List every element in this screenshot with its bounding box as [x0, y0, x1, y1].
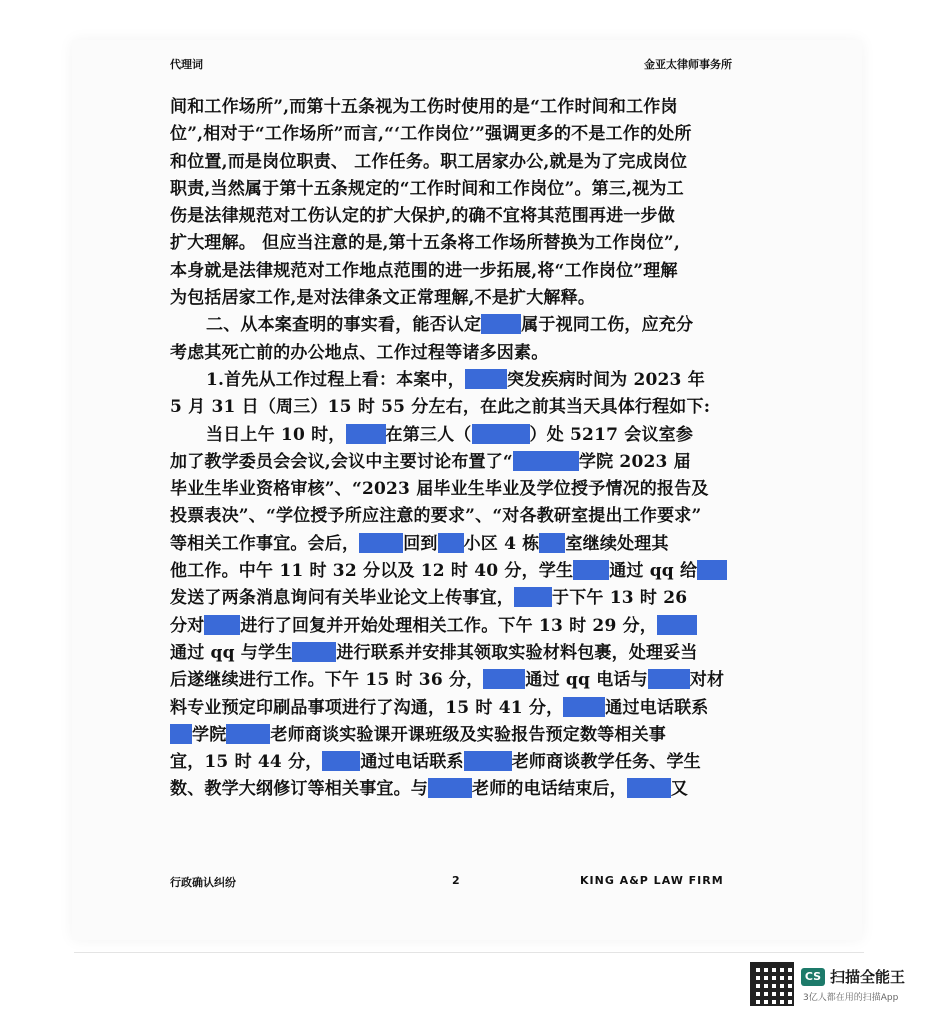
text: 室继续处理其	[565, 533, 669, 554]
text: 毕业生毕业资格审核”、“2023 届毕业生毕业及学位授予情况的报告及	[170, 479, 709, 500]
redaction-box	[226, 724, 270, 744]
scanner-app-tagline: 3亿人都在用的扫描App	[803, 993, 899, 1003]
section-heading	[170, 312, 750, 339]
text: 于下午 13 时 26	[552, 588, 688, 609]
redaction-box	[697, 560, 727, 580]
redaction-box	[465, 369, 507, 389]
text: 扩大理解。 但应当注意的是,第十五条将工作场所替换为工作岗位”,	[170, 233, 680, 254]
text: 发送了两条消息询问有关毕业论文上传事宜，	[170, 588, 514, 609]
text-line-13	[170, 422, 750, 449]
footer-left: 行政确认纠纷	[170, 876, 236, 889]
text-line-14	[170, 449, 750, 476]
text: 宜，15 时 44 分，	[170, 752, 323, 773]
text: 进行联系并安排其领取实验材料包裹，处理妥当	[336, 642, 698, 663]
text: 回到	[403, 533, 438, 554]
text: 为包括居家工作,是对法律条文正常理解,不是扩大解释。	[170, 288, 596, 309]
text: 料专业预定印刷品事项进行了沟通，15 时 41 分，	[170, 697, 564, 718]
text: 老师商谈实验课开课班级及实验报告预定数等相关事	[270, 724, 667, 745]
text-line-10	[170, 340, 750, 367]
redaction-box	[481, 314, 521, 334]
redaction-box	[627, 778, 671, 798]
text: 投票表决”、“学位授予所应注意的要求”、“对各教研室提出工作要求”	[170, 506, 702, 527]
text: 通过电话联系	[605, 697, 709, 718]
divider	[74, 952, 864, 953]
redaction-box	[657, 615, 697, 635]
text: 二、从本案查明的事实看，能否认定	[206, 315, 482, 336]
text-line-20	[170, 613, 750, 640]
text-line-16	[170, 503, 750, 530]
text: 当日上午 10 时，	[206, 424, 346, 445]
text: 对材	[689, 670, 725, 691]
text: 本身就是法律规范对工作地点范围的进一步拓展,将“工作岗位”理解	[170, 260, 678, 281]
redaction-box	[322, 751, 360, 771]
redaction-box	[292, 642, 336, 662]
footer-right: KING A&P LAW FIRM	[580, 874, 724, 887]
text: 通过 qq 电话与	[525, 670, 648, 691]
text: 等相关工作事宜。会后，	[170, 533, 360, 554]
text-line-11	[170, 367, 750, 394]
text-line-17	[170, 531, 750, 558]
redaction-box	[438, 533, 464, 553]
redaction-box	[472, 424, 530, 444]
text: 1.首先从工作过程上看：本案中，	[206, 369, 465, 390]
text: 数、教学大纲修订等相关事宜。与	[170, 779, 428, 800]
redaction-box	[648, 669, 690, 689]
text: 位”,相对于“工作场所”而言,“‘工作岗位’”强调更多的不是工作的处所	[170, 124, 692, 145]
text: 属于视同工伤，应充分	[521, 315, 694, 336]
text-line-18	[170, 558, 750, 585]
text: 在第三人（	[385, 424, 472, 445]
text: 通过电话联系	[360, 752, 464, 773]
text-line-12	[170, 394, 750, 421]
header-right: 金亚太律师事务所	[644, 58, 732, 71]
redaction-box	[514, 587, 552, 607]
text: 考虑其死亡前的办公地点、工作过程等诸多因素。	[170, 342, 549, 363]
text: 进行了回复并开始处理相关工作。下午 13 时 29 分，	[240, 615, 657, 636]
text: 老师的电话结束后，	[472, 779, 627, 800]
redaction-box	[428, 778, 472, 798]
text-line-23	[170, 695, 750, 722]
text: 小区 4 栋	[463, 533, 540, 554]
text: 老师商谈教学任务、学生	[511, 752, 701, 773]
text: 5 月 31 日（周三）15 时 55 分左右，在此之前其当天具体行程如下:	[170, 397, 711, 418]
text: 他工作。中午 11 时 32 分以及 12 时 40 分，学生	[170, 561, 574, 582]
redaction-box	[563, 697, 605, 717]
text-line-15	[170, 476, 750, 503]
page-number: 2	[452, 874, 460, 887]
text-line-22	[170, 667, 750, 694]
text-line-21	[170, 640, 750, 667]
text: 通过 qq 给	[609, 561, 698, 582]
text-line-19	[170, 585, 750, 612]
text: ）处 5217 会议室参	[529, 424, 694, 445]
redaction-box	[204, 615, 240, 635]
text-line-5	[170, 203, 750, 230]
text: 突发疾病时间为 2023 年	[506, 369, 705, 390]
scanner-app-name: 扫描全能王	[830, 968, 906, 986]
text-line-26	[170, 776, 750, 803]
redaction-box	[483, 669, 525, 689]
text: 后遂继续进行工作。下午 15 时 36 分，	[170, 670, 484, 691]
redaction-box	[573, 560, 609, 580]
redaction-box	[513, 451, 579, 471]
text: 通过 qq 与学生	[170, 642, 293, 663]
text-line-25	[170, 749, 750, 776]
redaction-box	[170, 724, 192, 744]
redaction-box	[464, 751, 512, 771]
text-line-1	[170, 94, 750, 121]
document-body	[170, 94, 750, 804]
header-left: 代理词	[170, 58, 203, 71]
text: 伤是法律规范对工伤认定的扩大保护,的确不宜将其范围再进一步做	[170, 206, 675, 227]
text-line-2	[170, 121, 750, 148]
camscanner-logo-icon: CS	[801, 968, 825, 986]
text-line-4	[170, 176, 750, 203]
redaction-box	[346, 424, 386, 444]
text-line-3	[170, 149, 750, 176]
text: 和位置,而是岗位职责、 工作任务。职工居家办公,就是为了完成岗位	[170, 151, 688, 172]
text-line-7	[170, 258, 750, 285]
text-line-24	[170, 722, 750, 749]
text-line-6	[170, 230, 750, 257]
text: 间和工作场所”,而第十五条视为工伤时使用的是“工作时间和工作岗	[170, 97, 678, 117]
redaction-box	[539, 533, 565, 553]
text: 分对	[170, 615, 205, 636]
redaction-box	[359, 533, 403, 553]
text: 又	[670, 779, 689, 800]
text: 职责,当然属于第十五条规定的“工作时间和工作岗位”。第三,视为工	[170, 178, 684, 199]
qr-code-icon	[752, 964, 792, 1004]
text: 学院 2023 届	[578, 451, 691, 472]
text: 加了教学委员会会议,会议中主要讨论布置了“	[170, 451, 513, 472]
text: 学院	[192, 724, 227, 745]
text-line-8	[170, 285, 750, 312]
